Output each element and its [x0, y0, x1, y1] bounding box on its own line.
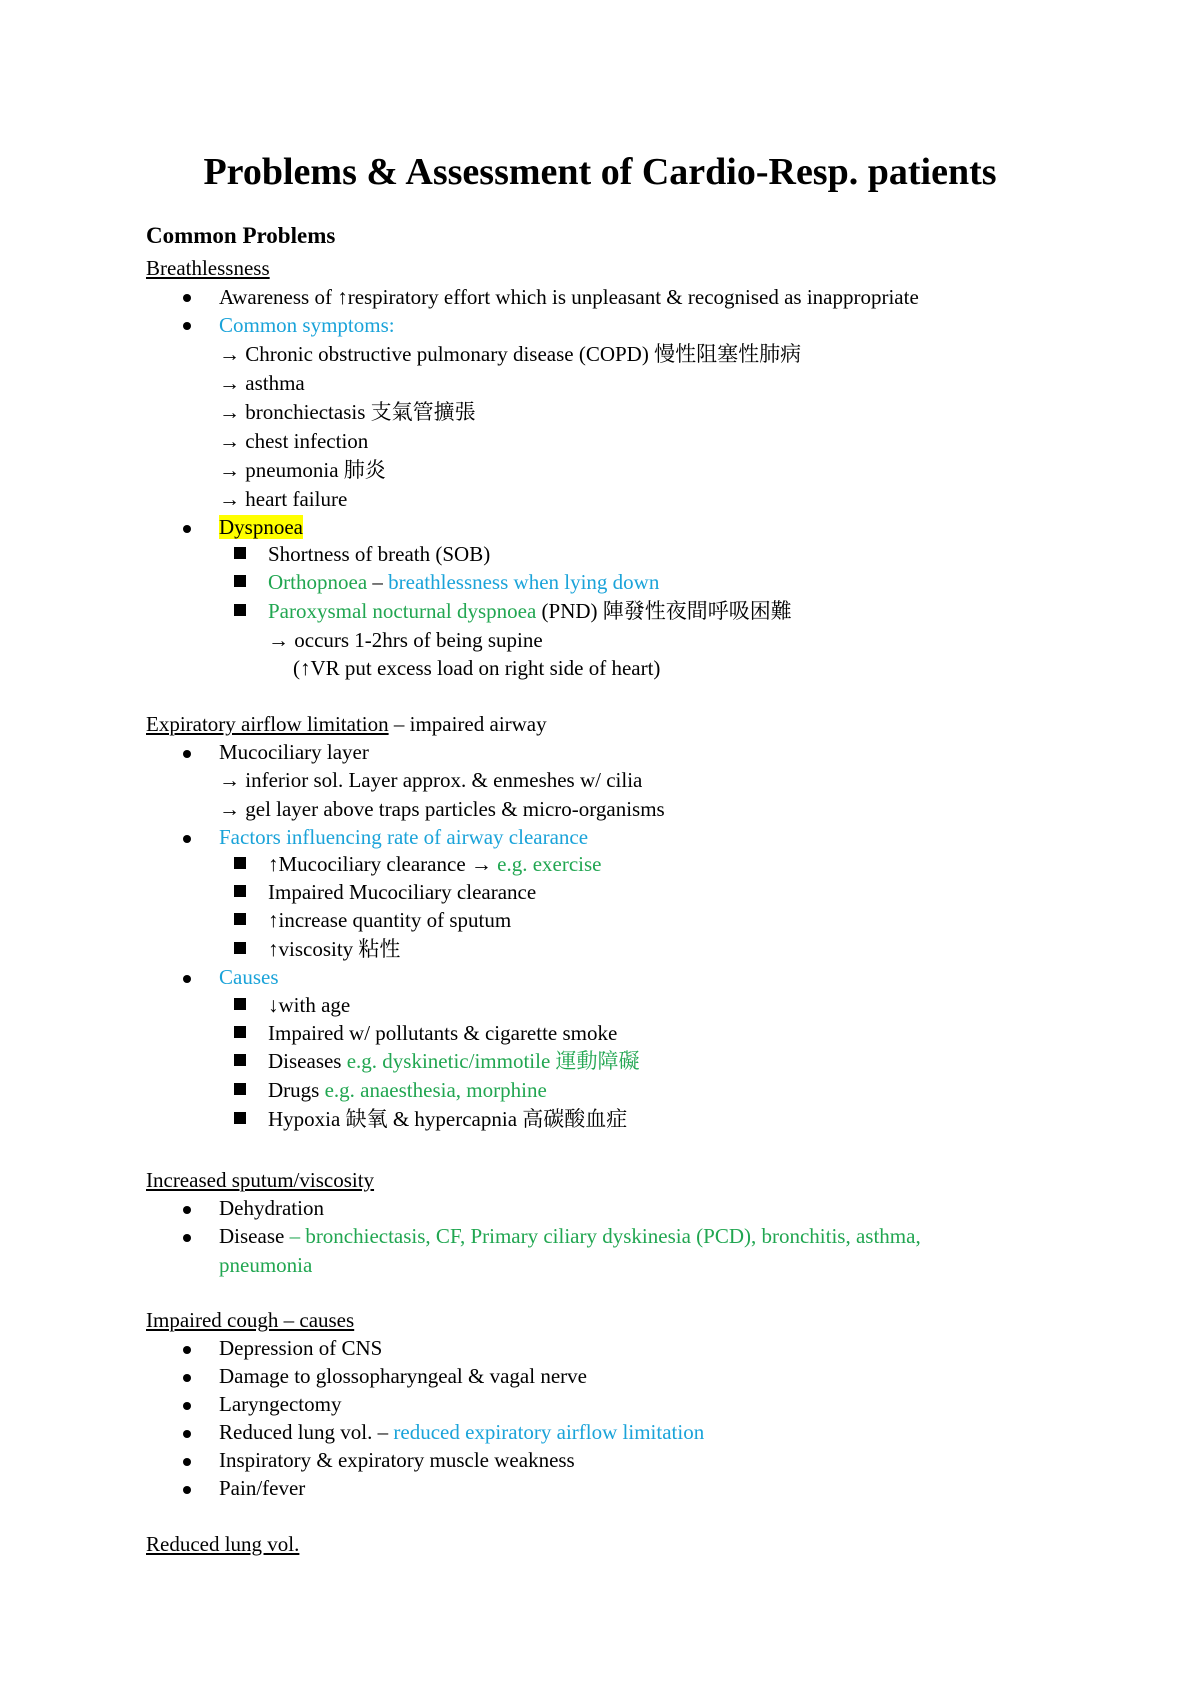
sub-list-item: Paroxysmal nocturnal dyspnoea (PND) 陣發性夜間呼吸困難 — [268, 599, 792, 623]
sub-list-item: Impaired w/ pollutants & cigarette smoke — [268, 1021, 618, 1045]
bullet — [183, 294, 191, 302]
bullet — [183, 1346, 191, 1354]
list-item: Reduced lung vol. – reduced expiratory airflow limitation — [219, 1420, 705, 1444]
sub-note: → inferior sol. Layer approx. & enmeshes w/ cilia — [219, 768, 643, 792]
square-bullet — [234, 547, 246, 559]
list-item: Awareness of ↑respiratory effort which is unpleasant & recognised as inappropriate — [219, 285, 919, 309]
arrow-icon: → — [470, 852, 492, 876]
sub-list-item: Diseases e.g. dyskinetic/immotile 運動障礙 — [268, 1049, 640, 1073]
bullet — [183, 1458, 191, 1466]
bullet — [183, 1402, 191, 1410]
list-item: Pain/fever — [219, 1476, 306, 1500]
square-bullet — [234, 1083, 246, 1095]
square-bullet — [234, 1112, 246, 1124]
sub-list-item: ↓with age — [268, 993, 351, 1017]
bullet — [183, 1430, 191, 1438]
square-bullet — [234, 1026, 246, 1038]
square-bullet — [234, 942, 246, 954]
bullet — [183, 322, 191, 330]
arrow-icon: → — [219, 797, 240, 821]
subheading-breathlessness: Breathlessness — [146, 256, 270, 280]
sub-note: → gel layer above traps particles & micro-organisms — [219, 797, 665, 821]
list-item: Laryngectomy — [219, 1392, 342, 1416]
list-item: Depression of CNS — [219, 1336, 383, 1360]
square-bullet — [234, 604, 246, 616]
list-item: Inspiratory & expiratory muscle weakness — [219, 1448, 575, 1472]
sub-note: (↑VR put excess load on right side of heart) — [293, 656, 661, 680]
square-bullet — [234, 575, 246, 587]
symptom-item: → bronchiectasis 支氣管擴張 — [219, 400, 476, 424]
list-item: Dehydration — [219, 1196, 324, 1220]
sub-list-item: ↑increase quantity of sputum — [268, 908, 512, 932]
arrow-icon: → — [219, 768, 240, 792]
bullet — [183, 1374, 191, 1382]
sub-list-item: Shortness of breath (SOB) — [268, 542, 491, 566]
subheading-sputum: Increased sputum/viscosity — [146, 1168, 375, 1192]
list-item: Disease – bronchiectasis, CF, Primary ciliary dyskinesia (PCD), bronchitis, asthma, — [219, 1224, 921, 1248]
page-title: Problems & Assessment of Cardio-Resp. patients — [203, 151, 997, 193]
bullet — [183, 975, 191, 983]
symptom-item: → pneumonia 肺炎 — [219, 458, 386, 482]
symptom-item: → chest infection — [219, 429, 369, 453]
subheading-impaired-cough: Impaired cough – causes — [146, 1308, 355, 1332]
sub-list-item: Impaired Mucociliary clearance — [268, 880, 537, 904]
symptom-item: → asthma — [219, 371, 305, 395]
arrow-icon: → — [219, 342, 240, 366]
sub-list-item: ↑viscosity 粘性 — [268, 937, 401, 961]
arrow-icon: → — [219, 458, 240, 482]
sub-list-item: ↑Mucociliary clearance → e.g. exercise — [268, 852, 602, 876]
bullet — [183, 1234, 191, 1242]
list-item — [219, 513, 303, 541]
sub-list-item: Drugs e.g. anaesthesia, morphine — [268, 1078, 547, 1102]
subheading-reduced-lung-vol: Reduced lung vol. — [146, 1532, 300, 1556]
bullet — [183, 1486, 191, 1494]
list-item: Damage to glossopharyngeal & vagal nerve — [219, 1364, 587, 1388]
square-bullet — [234, 885, 246, 897]
sub-note: → occurs 1-2hrs of being supine — [268, 628, 543, 652]
bullet — [183, 525, 191, 533]
square-bullet — [234, 857, 246, 869]
sub-list-item: Orthopnoea – breathlessness when lying down — [268, 570, 660, 594]
list-item: Causes — [219, 965, 279, 989]
highlighted-term: Dyspnoea — [219, 515, 303, 539]
square-bullet — [234, 1054, 246, 1066]
square-bullet — [234, 998, 246, 1010]
sub-list-item: Hypoxia 缺氧 & hypercapnia 高碳酸血症 — [268, 1107, 628, 1131]
list-item: Common symptoms: — [219, 313, 395, 337]
arrow-icon: → — [219, 487, 240, 511]
list-item: Factors influencing rate of airway clearance — [219, 825, 589, 849]
bullet — [183, 750, 191, 758]
arrow-icon: → — [219, 400, 240, 424]
bullet — [183, 835, 191, 843]
arrow-icon: → — [219, 429, 240, 453]
symptom-item: → heart failure — [219, 487, 348, 511]
subheading-expiratory: Expiratory airflow limitation – impaired airway — [146, 712, 547, 736]
list-item: Mucociliary layer — [219, 740, 369, 764]
symptom-item: → Chronic obstructive pulmonary disease (COPD) 慢性阻塞性肺病 — [219, 342, 802, 366]
arrow-icon: → — [268, 628, 289, 652]
square-bullet — [234, 913, 246, 925]
section-heading-common-problems: Common Problems — [146, 223, 336, 248]
bullet — [183, 1206, 191, 1214]
list-item-continuation: pneumonia — [219, 1253, 313, 1277]
arrow-icon: → — [219, 371, 240, 395]
